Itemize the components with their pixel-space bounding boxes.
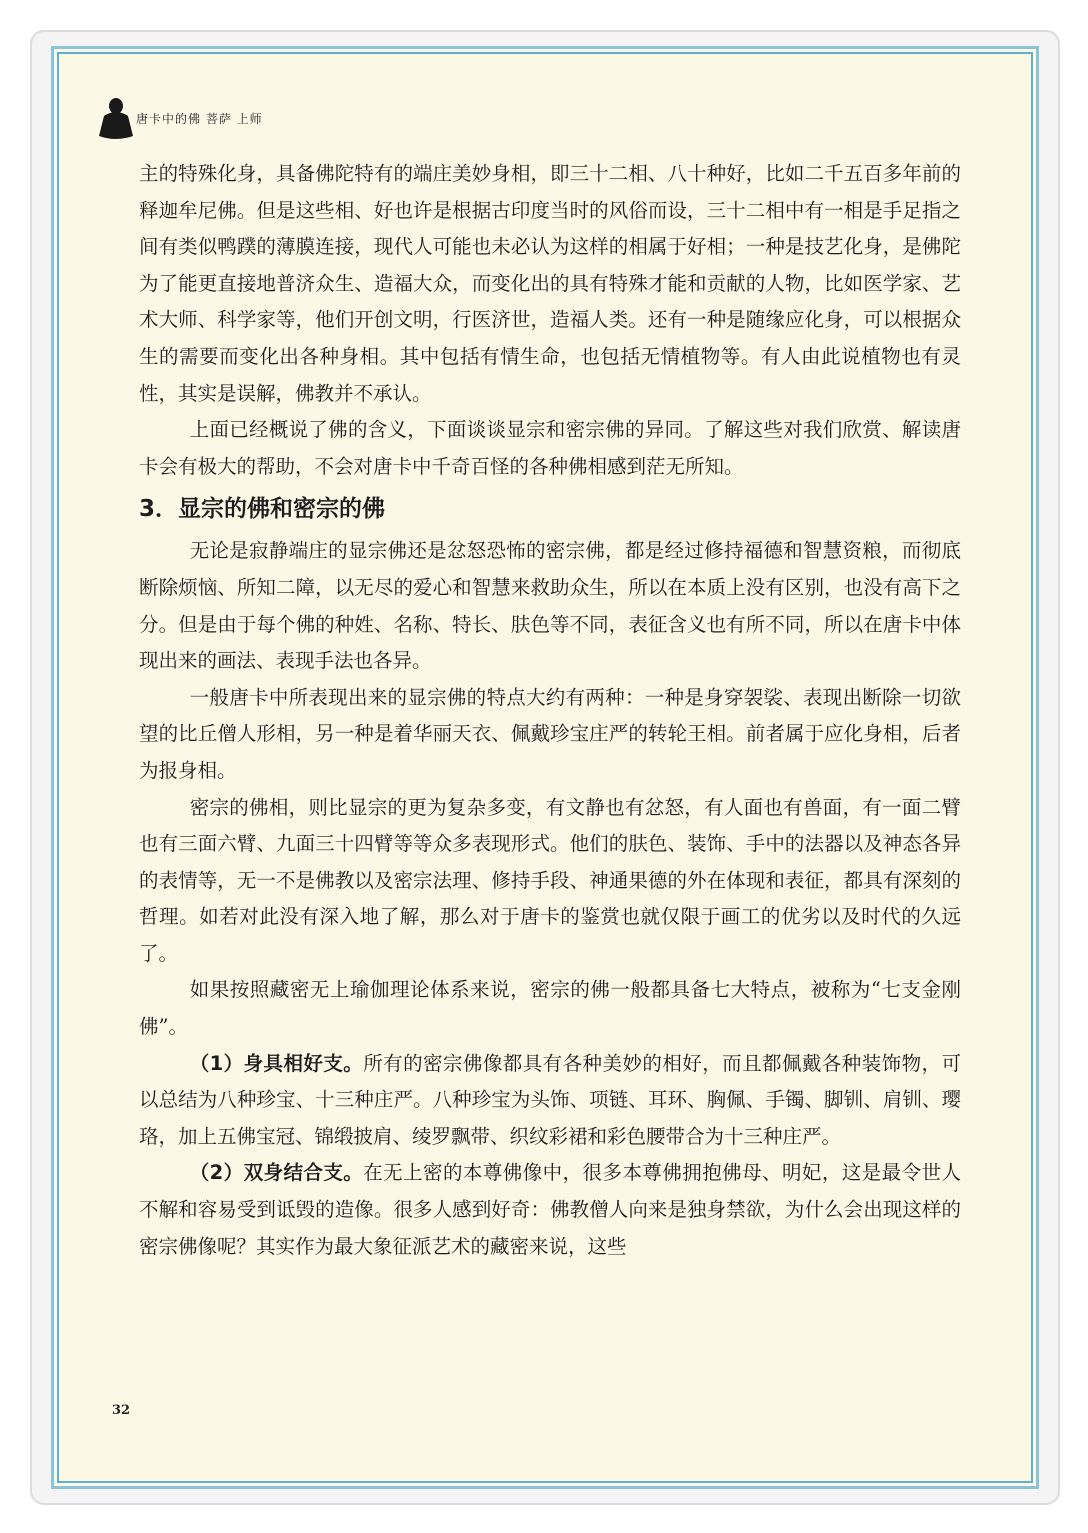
paragraph: 如果按照藏密无上瑜伽理论体系来说，密宗的佛一般都具备七大特点，被称为“七支金刚佛”。	[139, 978, 961, 1039]
page-number: 32	[112, 1403, 131, 1418]
running-header	[96, 96, 396, 140]
paragraph: 主的特殊化身，具备佛陀特有的端庄美妙身相，即三十二相、八十种好，比如二千五百多年前的释迦牟尼佛。但是这些相、好也许是根据古印度当时的风俗而设，三十二相中有一相是手足指之间有类似鸭蹼的薄膜连接，现代人可能也未必认为这样的相属于好相；一种是技艺化身，是佛陀为了能更直接地普济众生、造福大众，而变化出的具有特殊才能和贡献的人物，比如医学家、艺术大师、科学家等，他们开创文明，行医济世，造福人类。还有一种是随缘应化身，可以根据众生的需要而变化出各种身相。其中包括有情生命，也包括无情植物等。有人由此说植物也有灵性，其实是误解，佛教并不承认。	[139, 162, 961, 405]
paragraph: 一般唐卡中所表现出来的显宗佛的特点大约有两种：一种是身穿袈裟、表现出断除一切欲望的比丘僧人形相，另一种是着华丽天衣、佩戴珍宝庄严的转轮王相。前者属于应化身相，后者为报身相。	[139, 685, 961, 782]
item-label: （1）身具相好支。	[189, 1051, 364, 1075]
paragraph: 密宗的佛相，则比显宗的更为复杂多变，有文静也有忿怒，有人面也有兽面，有一面二臂也有三面六臂、九面三十四臂等等众多表现形式。他们的肤色、装饰、手中的法器以及神态各异的表情等，无一不是佛教以及密宗法理、修持手段、神通果德的外在体现和表征，都具有深刻的哲理。如若对此没有深入地了解，那么对于唐卡的鉴赏也就仅限于画工的优劣以及时代的久远了。	[139, 795, 961, 965]
item-text: 在无上密的本尊佛像中，很多本尊佛拥抱佛母、明妃，这是最令世人不解和容易受到诋毁的造像。很多人感到好奇：佛教僧人向来是独身禁欲，为什么会出现这样的密宗佛像呢？其实作为最大象征派艺术的藏密来说，这些	[139, 1161, 961, 1258]
list-item	[139, 1155, 961, 1265]
page-body	[139, 156, 961, 1265]
running-header-title: 唐卡中的佛 菩萨 上师	[136, 112, 263, 126]
buddha-silhouette-icon	[96, 96, 136, 142]
item-text: 所有的密宗佛像都具有各种美妙的相好，而且都佩戴各种装饰物，可以总结为八种珍宝、十三种庄严。八种珍宝为头饰、项链、耳环、胸佩、手镯、脚钏、肩钏、璎珞，加上五佛宝冠、锦缎披肩、绫罗飘带、织纹彩裙和彩色腰带合为十三种庄严。	[139, 1051, 961, 1148]
paragraph: 上面已经概说了佛的含义，下面谈谈显宗和密宗佛的异同。了解这些对我们欣赏、解读唐卡会有极大的帮助，不会对唐卡中千奇百怪的各种佛相感到茫无所知。	[139, 418, 961, 478]
list-item	[139, 1046, 961, 1156]
item-label: （2）双身结合支。	[189, 1161, 364, 1185]
paragraph: 无论是寂静端庄的显宗佛还是忿怒恐怖的密宗佛，都是经过修持福德和智慧资粮，而彻底断除烦恼、所知二障，以无尽的爱心和智慧来救助众生，所以在本质上没有区别，也没有高下之分。但是由于每个佛的种姓、名称、特长、肤色等不同，表征含义也有所不同，所以在唐卡中体现出来的画法、表现手法也各异。	[139, 539, 961, 673]
section-heading: 3．显宗的佛和密宗的佛	[139, 496, 386, 523]
